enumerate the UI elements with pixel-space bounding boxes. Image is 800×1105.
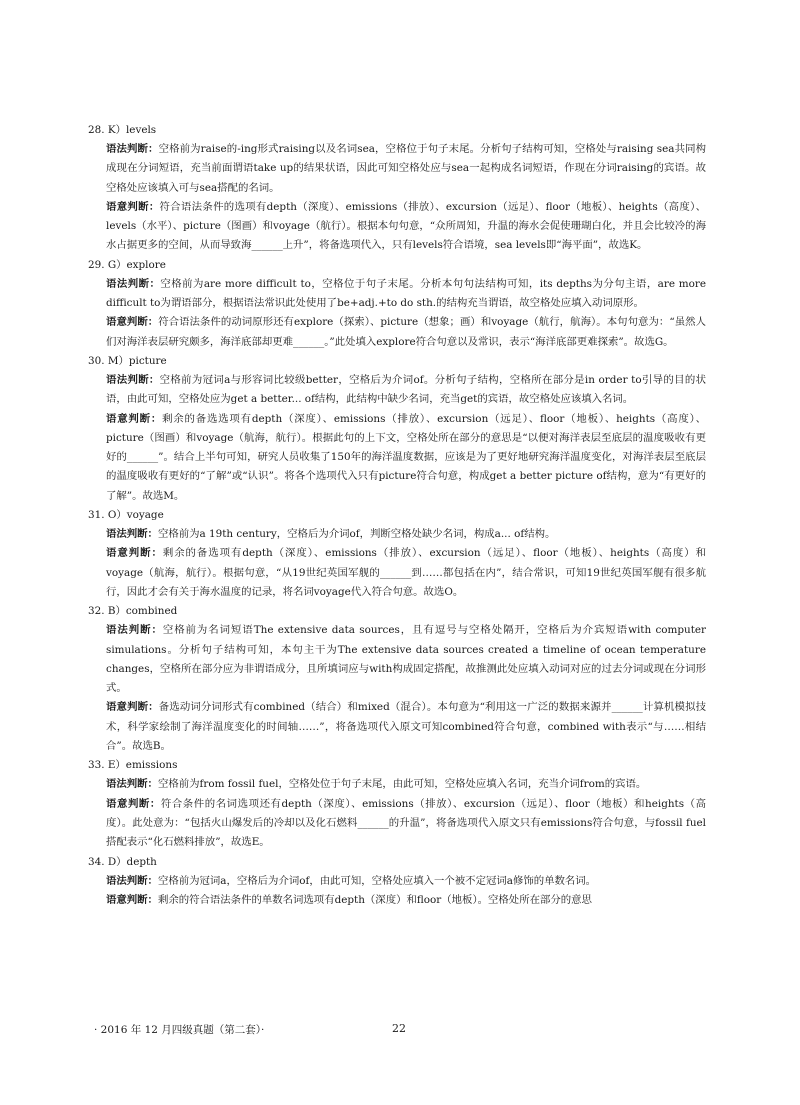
meaning-label: 语意判断：: [106, 797, 161, 810]
answer-heading: 33. E）emissions: [88, 759, 178, 772]
explanation-text: 空格前为a 19th century，空格后为介词of，判断空格处缺少名词，构成a... of结构。: [157, 528, 556, 541]
answer-heading: 29. G）explore: [88, 258, 166, 271]
meaning-label: 语意判断：: [106, 701, 159, 714]
grammar-judgment: [106, 775, 706, 794]
answer-heading: 28. K）levels: [88, 124, 157, 136]
grammar-label: 语法判断：: [106, 874, 158, 887]
grammar-label: 语法判断：: [106, 277, 161, 290]
meaning-judgment: [106, 313, 706, 352]
explanation-text: 剩余的备选选项有depth（深度）、emissions（排放）、excursion（远足）、floor（地板）、heights（高度）、picture（图画）和voyage（航海，航行）。根据此句的上下文，空格处所在部分的意思是“以便对海洋表层至底层的温度吸收有更好的______”。结合上半句可知，研究人员收集了150年的海洋温度数据，应该是为了更好地研究海洋温度变化，对海洋表层至底层的温度吸收有更好的“了解”或“认识”。将各个选项代入只有picture符合句意，构成get a better picture of结构，意为“有更好的了解”。故选M。: [106, 412, 706, 502]
answer-heading: 32. B）combined: [88, 605, 178, 618]
explanation-text: 剩余的符合语法条件的单数名词选项有depth（深度）和floor（地板）。空格处所在部分的意思: [157, 893, 592, 906]
answer-heading: 31. O）voyage: [88, 509, 164, 522]
meaning-judgment: [106, 795, 706, 853]
answer-item-33: [88, 756, 707, 852]
answer-heading: 30. M）picture: [88, 354, 167, 367]
meaning-judgment: [106, 891, 706, 910]
footer-source: · 2016 年 12 月四级真题（第二套）·: [94, 1024, 265, 1036]
meaning-judgment: [106, 198, 706, 256]
meaning-label: 语意判断：: [106, 200, 160, 213]
answer-item-30: [88, 352, 707, 506]
grammar-label: 语法判断：: [106, 528, 158, 541]
grammar-label: 语法判断：: [106, 778, 158, 791]
meaning-judgment: [106, 544, 706, 602]
answer-explanations: [88, 121, 707, 910]
answer-item-28: [88, 121, 707, 256]
explanation-text: 空格前为from fossil fuel，空格处位于句子末尾，由此可知，空格处应填入名词，充当介词from的宾语。: [157, 778, 647, 791]
explanation-text: 符合语法条件的动词原形还有explore（探索）、picture（想象；画）和voyage（航行，航海）。本句句意为：“虽然人们对海洋表层研究颇多，海洋底部却更难______。”此处填入explore符合句意以及常识，表示“海洋底部更难探索”。故选G。: [106, 316, 706, 348]
explanation-text: 空格前为冠词a与形容词比较级better，空格后为介词of。分析句子结构，空格所在部分是in order to引导的目的状语，由此可知，空格处应为get a better... of结构，此结构中缺少名词，充当get的宾语，故空格处应该填入名词。: [106, 373, 707, 406]
meaning-judgment: [106, 698, 706, 756]
grammar-judgment: [106, 621, 706, 698]
meaning-label: 语意判断：: [106, 316, 159, 329]
explanation-text: 空格前为are more difficult to，空格位于句子末尾。分析本句句法结构可知，its depths为分句主语，are more difficult to为谓语部分，根据语法常识此处使用了be+adj.+to do sth.的结构充当谓语，故空格处应填入动词原形。: [106, 277, 707, 310]
explanation-text: 备选动词分词形式有combined（结合）和mixed（混合）。本句意为“利用这一广泛的数据来源并______计算机模拟技术，科学家绘制了海洋温度变化的时间轴……”，将备选项代入原文可知combined符合句意，combined with表示“与……相结合”。故选B。: [106, 701, 707, 753]
grammar-judgment: [106, 525, 706, 544]
explanation-text: 空格前为名词短语The extensive data sources，且有逗号与空格处隔开，空格后为介宾短语with computer simulations。分析句子结构可知，本句主干为The extensive data sources created a timeline of ocean temperature changes，空格所在部分应为非谓语成分，且所填词应与with构成固定搭配，故推测此处应填入动词对应的过去分词或现在分词形式。: [106, 624, 707, 695]
grammar-label: 语法判断：: [106, 624, 163, 637]
grammar-label: 语法判断：: [106, 143, 159, 155]
page-footer: [0, 1022, 800, 1042]
explanation-text: 空格前为冠词a，空格后为介词of，由此可知，空格处应填入一个被不定冠词a修饰的单数名词。: [157, 874, 597, 887]
grammar-label: 语法判断：: [106, 373, 160, 386]
explanation-text: 剩余的备选项有depth（深度）、emissions（排放）、excursion（远足）、floor（地板）、heights（高度）和 voyage（航海，航行）。根据句意，“从19世纪英国军舰的______到……都包括在内”，结合常识，可知19世纪英国军舰有很多航行，因此才会有关于海水温度的记录，将名词voyage代入符合句意。故选O。: [106, 547, 707, 598]
answer-heading: 34. D）depth: [88, 855, 157, 868]
grammar-judgment: [106, 371, 706, 410]
answer-item-29: [88, 256, 707, 352]
answer-item-31: [88, 506, 707, 602]
meaning-label: 语意判断：: [106, 893, 158, 906]
meaning-label: 语意判断：: [106, 412, 163, 425]
explanation-text: 符合语法条件的选项有depth（深度）、emissions（排放）、excursion（远足）、floor（地板）、heights（高度）、levels（水平）、picture（图画）和voyage（航行）。根据本句句意，“众所周知，升温的海水会促使珊瑚白化，并且会比较冷的海水占据更多的空间，从而导致海______上升”，将备选项代入，只有levels符合语境，sea levels即“海平面”，故选K。: [106, 200, 706, 252]
page-number: 22: [392, 1022, 406, 1035]
explanation-text: 空格前为raise的-ing形式raising以及名词sea，空格位于句子末尾。分析句子结构可知，空格处与raising sea共同构成现在分词短语，充当前面谓语take up的结果状语，因此可知空格处应与sea一起构成名词短语，作现在分词raising的宾语。故空格处应该填入可与sea搭配的名词。: [106, 143, 707, 194]
answer-item-32: [88, 602, 707, 756]
meaning-label: 语意判断：: [106, 547, 163, 560]
grammar-judgment: [106, 275, 706, 314]
meaning-judgment: [106, 410, 706, 506]
answer-item-34: [88, 853, 706, 911]
grammar-judgment: [106, 872, 706, 891]
grammar-judgment: [106, 140, 706, 198]
explanation-text: 符合条件的名词选项还有depth（深度）、emissions（排放）、excursion（远足）、floor（地板）和heights（高度）。此处意为：“包括火山爆发后的冷却以及化石燃料______的升温”，将备选项代入原文只有emissions符合句意，与fossil fuel搭配表示“化石燃料排放”，故选E。: [106, 797, 707, 849]
